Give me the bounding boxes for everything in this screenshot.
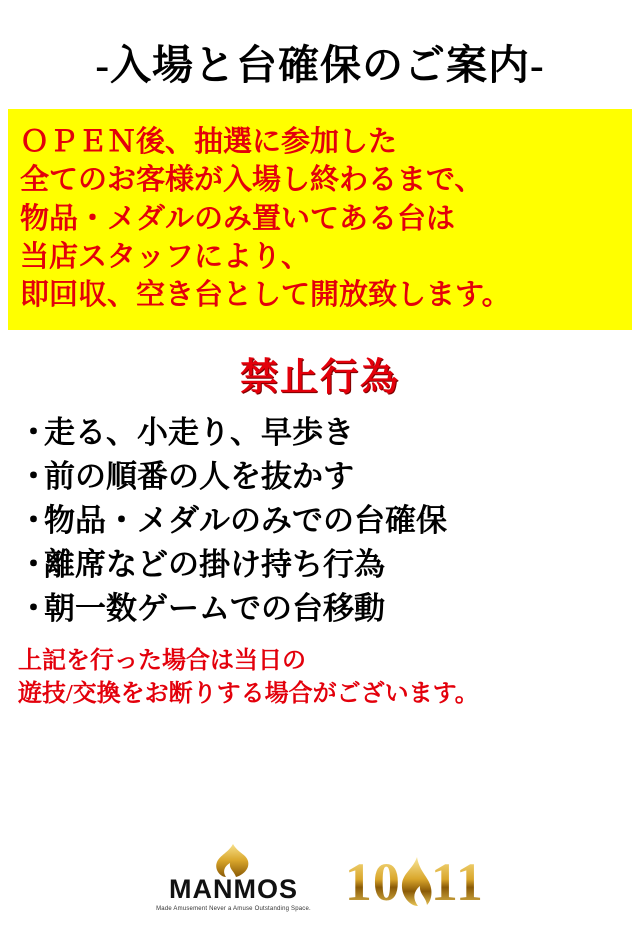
notice-line: 当店スタッフにより、: [20, 240, 311, 273]
footnote-line: 遊技/交換をお断りする場合がございます。: [18, 680, 479, 707]
notice-box: [8, 109, 632, 330]
notice-line: 物品・メダルのみ置いてある台は: [20, 202, 456, 235]
poster: [0, 32, 640, 937]
list-item: [18, 499, 640, 543]
footnote: [18, 645, 640, 710]
brand-1011-right: 11: [430, 852, 484, 912]
flame-icon: [399, 857, 433, 907]
brand-1011-logo: [344, 847, 484, 912]
notice-line: 全てのお客様が入場し終わるまで、: [20, 164, 484, 197]
list-item-label: 走る、小走り、早歩き: [44, 415, 354, 451]
bullet-marker: ・: [18, 459, 49, 495]
forbidden-list: [0, 411, 640, 631]
flame-icon: [210, 844, 256, 878]
manmos-tagline: Made Amusement Never a Amuse Outstanding Space.: [156, 906, 311, 912]
manmos-wordmark: MANMOS: [168, 874, 298, 904]
notice-line: 即回収、空き台として開放致します。: [20, 279, 511, 312]
forbidden-heading: 禁止行為: [239, 357, 400, 400]
list-item: [18, 543, 640, 587]
logo-row: [0, 833, 640, 923]
list-item: [18, 587, 640, 631]
manmos-logo: [156, 844, 311, 912]
list-item: [18, 411, 640, 455]
bullet-marker: ・: [18, 503, 49, 539]
page-title: -入場と台確保のご案内-: [95, 42, 545, 88]
list-item-label: 朝一数ゲームでの台移動: [44, 591, 385, 627]
footnote-line: 上記を行った場合は当日の: [18, 648, 306, 675]
bullet-marker: ・: [18, 415, 49, 451]
notice-line: ＯＰＥＮ後、抽選に参加した: [20, 126, 398, 158]
brand-1011-left: 10: [344, 852, 401, 912]
bullet-marker: ・: [18, 547, 49, 583]
list-item-label: 物品・メダルのみでの台確保: [44, 503, 447, 539]
list-item-label: 離席などの掛け持ち行為: [44, 547, 385, 583]
list-item-label: 前の順番の人を抜かす: [44, 459, 354, 495]
bullet-marker: ・: [18, 591, 49, 627]
list-item: [18, 455, 640, 499]
